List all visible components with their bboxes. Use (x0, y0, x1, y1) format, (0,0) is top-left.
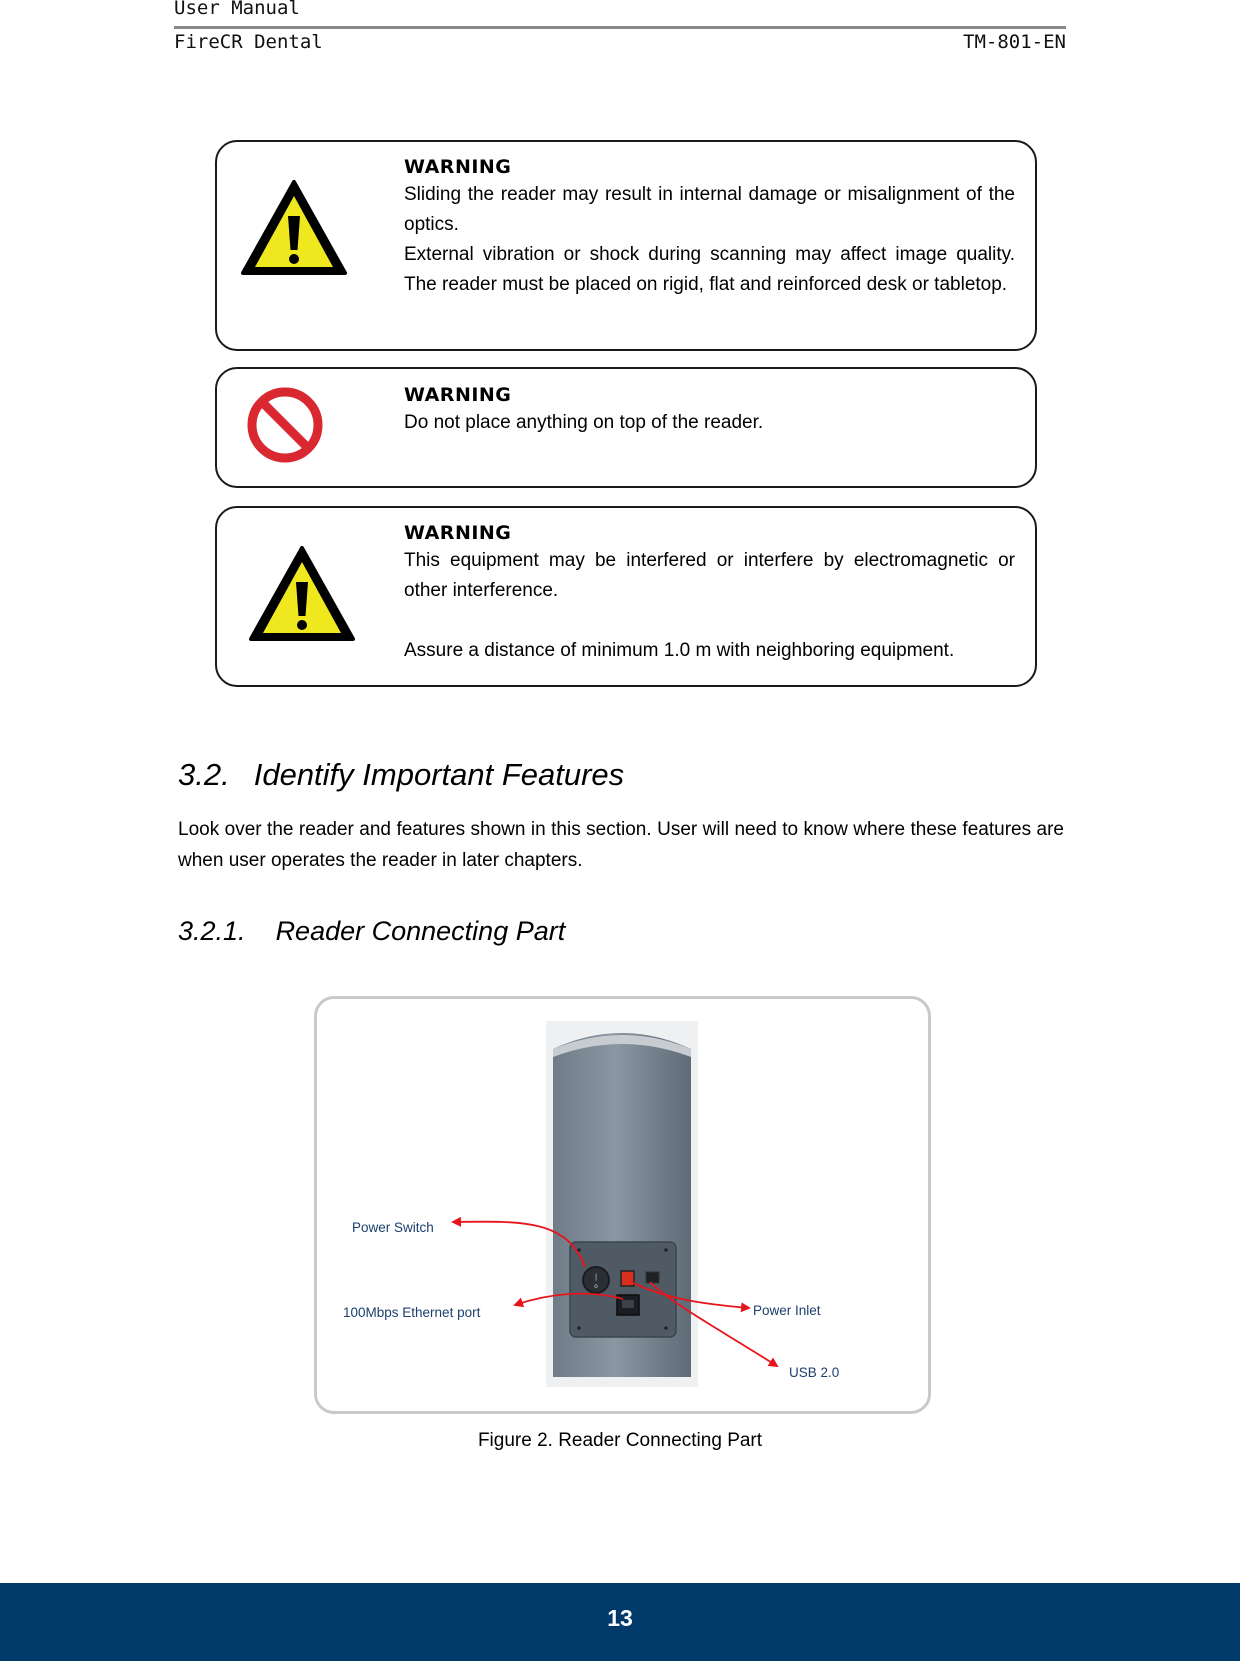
warning-line: Do not place anything on top of the reader. (404, 412, 764, 433)
caution-triangle-icon (247, 544, 357, 644)
section-title: Identify Important Features (253, 757, 625, 792)
warning-text (404, 520, 1015, 666)
subsection-number: 3.2.1. (178, 916, 246, 946)
svg-text:|: | (594, 1273, 598, 1281)
figure-caption: Figure 2. Reader Connecting Part (477, 1430, 763, 1451)
caution-triangle-icon (239, 178, 349, 278)
figure-frame (314, 996, 931, 1414)
warning-line: Assure a distance of minimum 1.0 m with neighboring equipment. (404, 640, 955, 661)
svg-text:o: o (594, 1283, 598, 1290)
reader-back-figure (317, 999, 928, 1411)
label-power-switch: Power Switch (352, 1220, 434, 1235)
warning-text (404, 154, 1015, 300)
warning-box-emi (215, 506, 1037, 687)
warning-box-vibration (215, 140, 1037, 351)
label-usb: USB 2.0 (789, 1365, 840, 1380)
label-ethernet-port: 100Mbps Ethernet port (343, 1305, 481, 1320)
subsection-title: Reader Connecting Part (275, 916, 566, 946)
header-top-label: User Manual (174, 0, 300, 19)
section-number: 3.2. (178, 757, 230, 792)
section-heading (178, 757, 624, 793)
header-bar (174, 31, 1066, 53)
warning-title: WARNING (404, 384, 512, 406)
page-number: 13 (607, 1605, 633, 1631)
power-inlet-icon (621, 1271, 634, 1286)
warning-box-no-objects (215, 367, 1037, 488)
warning-text (404, 382, 1015, 438)
label-power-inlet: Power Inlet (753, 1303, 821, 1318)
usb-port-icon (646, 1272, 659, 1283)
header-right-label: TM-801-EN (963, 31, 1066, 53)
warning-line: This equipment may be interfered or interfere by electromagnetic or other interference. (404, 550, 1015, 601)
header-left-label: FireCR Dental (174, 31, 323, 53)
warning-line: Sliding the reader may result in internal damage or misalignment of the optics. (404, 184, 1015, 235)
prohibition-icon (245, 385, 325, 465)
section-paragraph: Look over the reader and features shown in this section. User will need to know where these features are when user operates the reader in later chapters. (178, 819, 1064, 871)
header-rule (174, 26, 1066, 29)
warning-line: External vibration or shock during scanning may affect image quality. The reader must be placed on rigid, flat and reinforced desk or tabletop. (404, 244, 1015, 295)
warning-title: WARNING (404, 156, 512, 178)
warning-title: WARNING (404, 522, 512, 544)
subsection-heading (178, 916, 565, 947)
footer-bar (0, 1583, 1240, 1661)
